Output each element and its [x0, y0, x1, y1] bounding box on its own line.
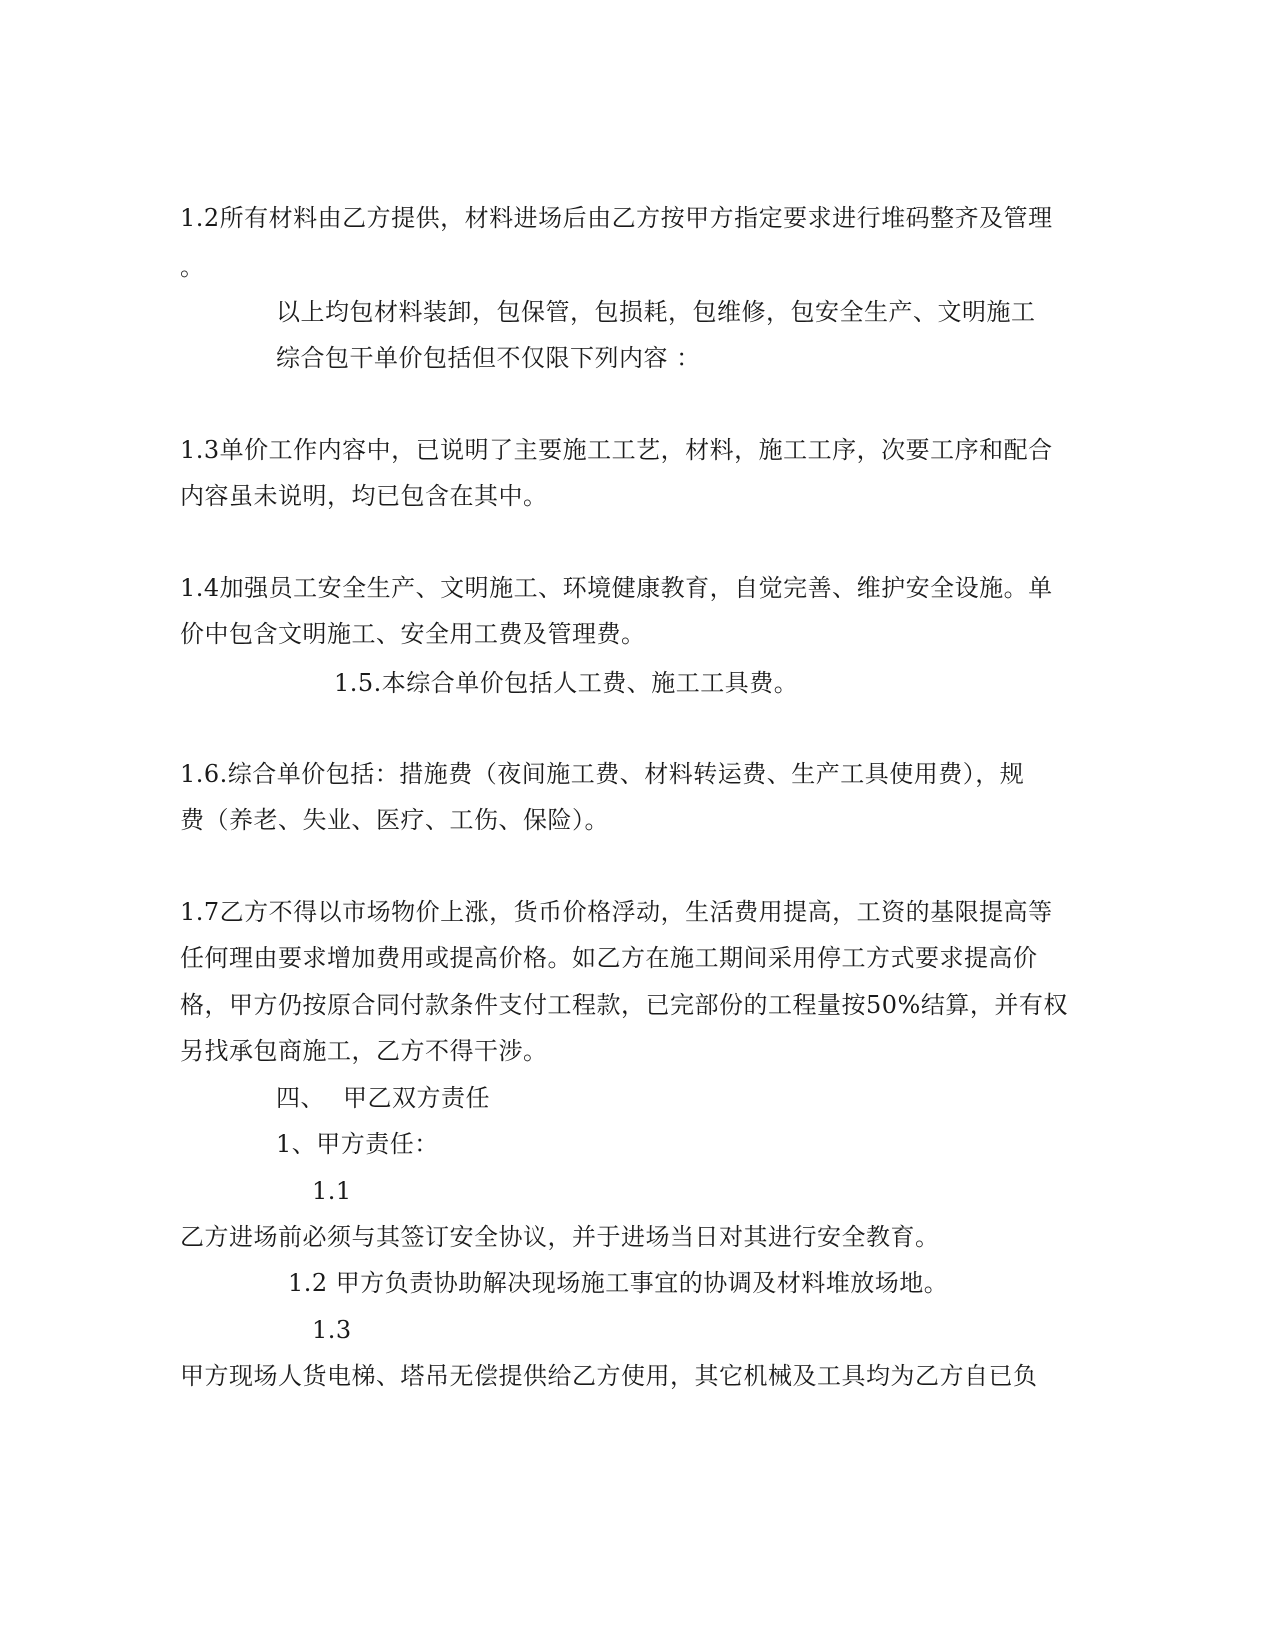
section-four-heading [276, 1083, 490, 1113]
clause-1-4-line-2: 价中包含文明施工、安全用工费及管理费。 [180, 620, 646, 648]
item-1-2: 1.2 甲方负责协助解决现场施工事宜的协调及材料堆放场地。 [288, 1269, 949, 1297]
clause-1-5: 1.5.本综合单价包括人工费、施工工具费。 [334, 669, 799, 697]
clause-1-7-line-2: 任何理由要求增加费用或提高价格。如乙方在施工期间采用停工方式要求提高价 [180, 944, 1038, 972]
item-1-3-text: 甲方现场人货电梯、塔吊无偿提供给乙方使用，其它机械及工具均为乙方自已负 [180, 1362, 1038, 1390]
clause-1-3-line-2: 内容虽未说明，均已包含在其中。 [180, 482, 548, 510]
party-a-heading: 1、甲方责任： [276, 1130, 439, 1158]
clause-1-3-line-1: 1.3单价工作内容中，已说明了主要施工工艺，材料，施工工序，次要工序和配合 [180, 436, 1053, 464]
clause-1-6-line-1: 1.6.综合单价包括：措施费（夜间施工费、材料转运费、生产工具使用费），规 [180, 760, 1025, 788]
section-title: 甲乙双方责任 [343, 1084, 490, 1112]
clause-1-2-line-2: 。 [180, 253, 205, 281]
scope-note-line-2: 综合包干单价包括但不仅限下列内容 ： [276, 344, 701, 372]
item-1-3-number: 1.3 [312, 1316, 352, 1344]
clause-1-7-line-1: 1.7乙方不得以市场物价上涨，货币价格浮动，生活费用提高，工资的基限提高等 [180, 898, 1053, 926]
item-1-1-number: 1.1 [312, 1177, 352, 1205]
clause-1-6-line-2: 费（养老、失业、医疗、工伤、保险）。 [180, 806, 609, 834]
item-1-1-text: 乙方进场前必须与其签订安全协议，并于进场当日对其进行安全教育。 [180, 1223, 940, 1251]
section-number: 四、 [276, 1084, 325, 1112]
scope-note-line-1: 以上均包材料装卸，包保管，包损耗，包维修，包安全生产、文明施工 [276, 298, 1036, 326]
clause-1-7-line-4: 另找承包商施工，乙方不得干涉。 [180, 1037, 548, 1065]
clause-1-2-line-1: 1.2所有材料由乙方提供，材料进场后由乙方按甲方指定要求进行堆码整齐及管理 [180, 204, 1053, 232]
clause-1-7-line-3: 格，甲方仍按原合同付款条件支付工程款，已完部份的工程量按50%结算，并有权 [180, 991, 1068, 1019]
clause-1-4-line-1: 1.4加强员工安全生产、文明施工、环境健康教育，自觉完善、维护安全设施。单 [180, 574, 1053, 602]
